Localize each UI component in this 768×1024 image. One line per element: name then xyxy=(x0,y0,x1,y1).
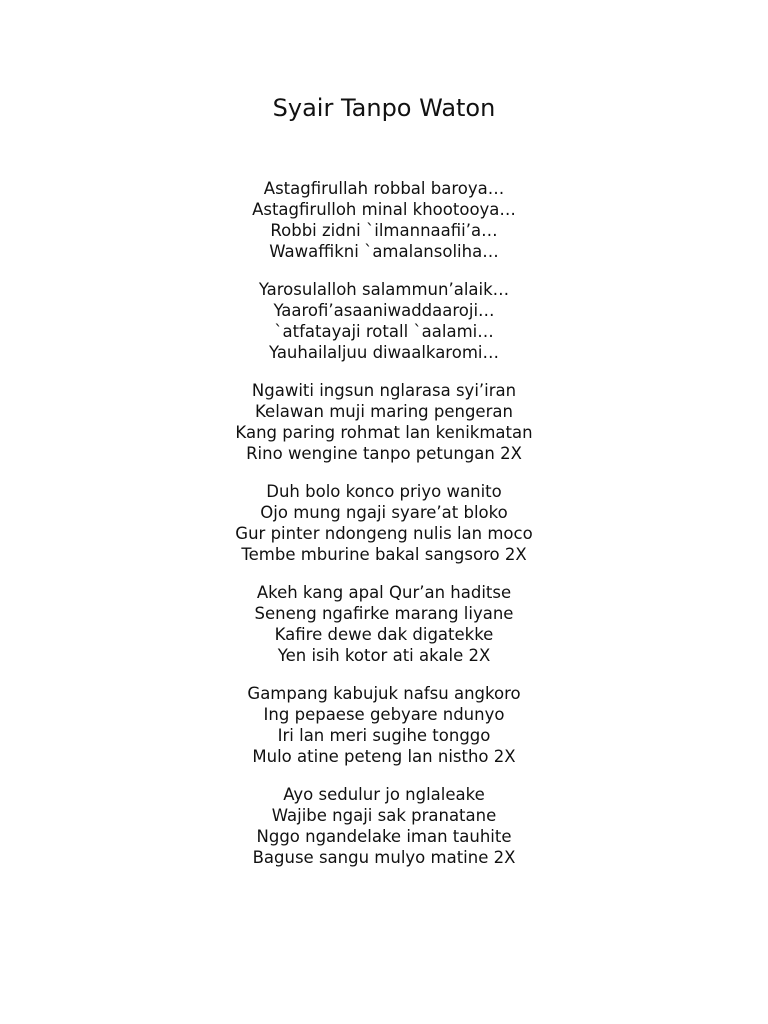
poem-line: Ngawiti ingsun nglarasa syi’iran xyxy=(251,381,517,400)
poem-line: Ing pepaese gebyare ndunyo xyxy=(263,705,505,724)
page-title: Syair Tanpo Waton xyxy=(272,94,496,122)
poem-line: Gur pinter ndongeng nulis lan moco xyxy=(235,524,533,543)
poem-line: Mulo atine peteng lan nistho 2X xyxy=(252,747,516,766)
poem-line: Rino wengine tanpo petungan 2X xyxy=(246,444,522,463)
poem-line: Astagfirulloh minal khootooya… xyxy=(252,200,516,219)
poem-line: Kafire dewe dak digatekke xyxy=(274,625,494,644)
poem-line: Wajibe ngaji sak pranatane xyxy=(271,806,497,825)
poem-line: Yarosulalloh salammun’alaik… xyxy=(258,280,510,299)
poem-line: Yen isih kotor ati akale 2X xyxy=(277,646,491,665)
poem-body xyxy=(0,178,768,885)
poem-line: `atfatayaji rotall `aalami… xyxy=(274,322,494,341)
poem-line: Baguse sangu mulyo matine 2X xyxy=(252,848,516,867)
poem-line: Duh bolo konco priyo wanito xyxy=(266,482,502,501)
poem-line: Ojo mung ngaji syare’at bloko xyxy=(260,503,508,522)
stanza-3 xyxy=(0,380,768,464)
stanza-1 xyxy=(0,178,768,262)
poem-line: Kelawan muji maring pengeran xyxy=(255,402,513,421)
poem-line: Wawaffikni `amalansoliha… xyxy=(269,242,499,261)
poem-line: Tembe mburine bakal sangsoro 2X xyxy=(241,545,527,564)
poem-line: Robbi zidni `ilmannaafii’a… xyxy=(270,221,498,240)
poem-line: Yauhailaljuu diwaalkaromi… xyxy=(269,343,499,362)
poem-line: Seneng ngafirke marang liyane xyxy=(254,604,514,623)
stanza-6 xyxy=(0,683,768,767)
stanza-2 xyxy=(0,279,768,363)
poem-line: Nggo ngandelake iman tauhite xyxy=(256,827,512,846)
poem-line: Yaarofi’asaaniwaddaaroji… xyxy=(273,301,495,320)
poem-line: Ayo sedulur jo nglaleake xyxy=(283,785,485,804)
poem-line: Iri lan meri sugihe tonggo xyxy=(277,726,491,745)
poem-line: Akeh kang apal Qur’an haditse xyxy=(256,583,512,602)
stanza-4 xyxy=(0,481,768,565)
stanza-5 xyxy=(0,582,768,666)
stanza-7 xyxy=(0,784,768,868)
poem-line: Astagfirullah robbal baroya… xyxy=(263,179,505,198)
poem-line: Gampang kabujuk nafsu angkoro xyxy=(247,684,521,703)
poem-line: Kang paring rohmat lan kenikmatan xyxy=(235,423,533,442)
